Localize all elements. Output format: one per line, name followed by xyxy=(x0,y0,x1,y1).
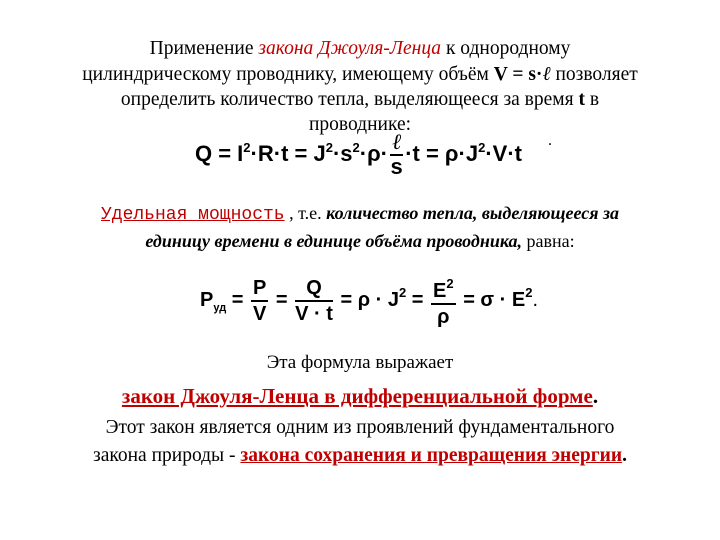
formula-part: = xyxy=(231,288,244,311)
formula-part: ·t = ρ·J xyxy=(405,140,479,166)
intro-paragraph xyxy=(0,36,720,137)
definition-text: количество тепла, выделяющееся за xyxy=(326,203,620,223)
formula-part: Q = I xyxy=(195,140,244,166)
formula-dot: . xyxy=(532,288,539,311)
conservation-paragraph xyxy=(0,414,720,470)
text: определить количество тепла, выделяющееся за время xyxy=(120,89,579,110)
text: проводнике: xyxy=(308,114,412,135)
subscript: уд xyxy=(213,301,227,314)
text: . xyxy=(622,445,627,466)
fraction-denominator: ρ xyxy=(437,306,450,328)
differential-law-line xyxy=(0,384,720,409)
text: равна: xyxy=(522,231,575,251)
formula-part: E xyxy=(433,280,447,302)
fraction-l-over-s xyxy=(390,132,403,178)
formula-part: = xyxy=(411,288,424,311)
fraction-e2-over-rho xyxy=(431,272,456,329)
formula-part: = σ · E xyxy=(463,288,526,311)
text: в xyxy=(584,89,600,110)
differential-law-term: закон Джоуля-Ленца в дифференциальной форме xyxy=(121,384,593,408)
text: Применение xyxy=(149,38,259,59)
exponent: 2 xyxy=(243,139,251,155)
formula-part: = ρ · J xyxy=(340,288,399,311)
text: , т.е. xyxy=(284,203,327,223)
volume-expression: V = s· xyxy=(493,64,543,85)
definition-text: единицу времени в единице объёма проводника, xyxy=(145,231,523,251)
heat-formula xyxy=(195,132,522,178)
exponent: 2 xyxy=(352,139,360,155)
text: закона природы - xyxy=(93,445,241,466)
formula-dot: . xyxy=(548,132,552,149)
fraction-p-over-v xyxy=(251,276,268,326)
fraction-numerator: ℓ xyxy=(392,130,402,155)
joule-lenz-law-term: закона Джоуля-Ленца xyxy=(258,38,442,59)
fraction-denominator: V · t xyxy=(295,302,333,325)
energy-conservation-term: закона сохранения и превращения энергии xyxy=(240,445,623,466)
specific-power-term: Удельная мощность xyxy=(100,205,285,225)
formula-part: ·ρ· xyxy=(359,140,389,166)
formula-part: ·V·t xyxy=(485,140,522,166)
fraction-numerator: P xyxy=(251,276,268,302)
exponent: 2 xyxy=(478,139,486,155)
formula-part: = xyxy=(275,288,288,311)
length-symbol: ℓ xyxy=(542,62,551,85)
text: к однородному xyxy=(441,38,571,59)
fraction-denominator: V xyxy=(252,302,267,325)
text: . xyxy=(592,384,599,408)
specific-power-formula xyxy=(200,272,538,329)
exponent: 2 xyxy=(325,139,333,155)
specific-power-paragraph xyxy=(0,200,720,254)
fraction-numerator: Q xyxy=(295,276,333,302)
fraction-q-over-vt xyxy=(295,276,333,326)
text: цилиндрическому проводнику, имеющему объём xyxy=(82,64,494,85)
exponent: 2 xyxy=(399,284,407,300)
text: Этот закон является одним из проявлений фундаментального xyxy=(105,417,615,438)
formula-expresses-text: Эта формула выражает xyxy=(266,352,454,373)
fraction-numerator xyxy=(431,272,456,305)
exponent: 2 xyxy=(525,284,533,300)
formula-part: ·s xyxy=(332,140,353,166)
exponent: 2 xyxy=(446,276,454,291)
formula-part: P xyxy=(200,288,214,311)
formula-part: ·R·t = J xyxy=(250,140,326,166)
fraction-denominator: s xyxy=(390,154,403,179)
time-symbol: t xyxy=(578,89,585,110)
text: позволяет xyxy=(550,64,638,85)
